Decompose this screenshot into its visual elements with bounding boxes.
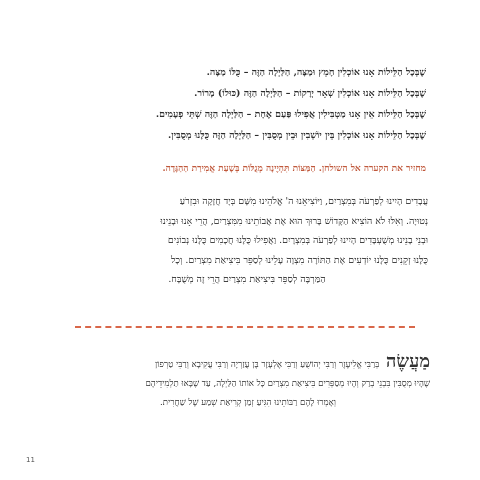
story-line: שֶׁהָיוּ מְסֻבִּין בִּבְנֵי בְרַק וְהָיוּ מְסַפְּרִים בִּיצִיאַת מִצְרַיִם כָּל אוֹתוֹ הַלַּיְלָה, עַד שֶׁבָּאוּ תַלְמִידֵיהֶם <box>145 379 430 389</box>
paragraph-line: עֲבָדִים הָיִינוּ לְפַרְעֹה בְּמִצְרַיִם, וַיּוֹצִיאֵנוּ ה' אֱלֹהֵינוּ מִשָּׁם בְּיָד חֲזָקָה וּבִזְרֹעַ <box>179 196 428 207</box>
question-lead: שֶׁבְּכָל הַלֵּילוֹת <box>377 88 426 99</box>
story-line <box>66 352 430 375</box>
maaseh-story <box>66 352 430 413</box>
paragraph-line: נְטוּיָה. וְאִלּוּ לֹא הוֹצִיא הַקָּדוֹשׁ בָּרוּךְ הוּא אֶת אֲבוֹתֵינוּ מִמִּצְרַיִם, הֲרֵי אָנוּ וּבָנֵינוּ <box>160 215 428 227</box>
question-line <box>66 83 426 104</box>
question-body: אָנוּ אוֹכְלִין שְׁאָר יְרָקוֹת – <box>282 88 378 99</box>
page-number: 11 <box>26 456 35 464</box>
paragraph-line: וּבְנֵי בָנֵינוּ מְשֻׁעְבָּדִים הָיִינוּ לְפַרְעֹה בְּמִצְרָיִם. וַאֲפִילוּ כֻּלָּנוּ חֲכָמִים כֻּלָּנוּ נְבוֹנִים <box>167 235 428 246</box>
question-emphasis: הַלַּיְלָה הַזֶּה כֻּלָּנוּ מְסֻבִּין. <box>167 130 252 141</box>
question-lead: שֶׁבְּכָל הַלֵּילוֹת <box>377 130 426 141</box>
paragraph-line: כֻּלָּנוּ זְקֵנִים כֻּלָּנוּ יוֹדְעִים אֶת הַתּוֹרָה מִצְוָה עָלֵינוּ לְסַפֵּר בִּיצִיאַת מִצְרַיִם. וְכָל <box>171 254 428 266</box>
question-line <box>66 125 426 146</box>
question-emphasis: הַלַּיְלָה הַזֶּה (כּוּלוֹ) מָרוֹר. <box>194 88 283 99</box>
story-title: מַעֲשֶׂה <box>386 351 430 372</box>
question-body: אֵין אָנוּ מַטְבִּילִין אֲפִילוּ פַּעַם אֶחָת – <box>243 109 378 120</box>
question-lead: שֶׁבְּכָל הַלֵּילוֹת <box>377 109 426 120</box>
dashed-divider <box>75 326 415 328</box>
question-line <box>66 62 426 83</box>
question-lead: שֶׁבְּכָל הַלֵּילוֹת <box>377 67 426 78</box>
story-text: בְּרַבִּי אֱלִיעֶזֶר וְרַבִּי יְהוֹשֻׁעַ וְרַבִּי אֶלְעָזָר בֶּן עֲזַרְיָה וְרַבִּי עֲקִיבָא וְרַבִּי טַרְפוֹן <box>154 360 383 370</box>
avadim-paragraph <box>66 192 428 290</box>
question-body: אָנוּ אוֹכְלִין בֵּין יוֹשְׁבִין וּבֵין מְסֻבִּין – <box>251 130 378 141</box>
story-line: וְאָמְרוּ לָהֶם רַבּוֹתֵינוּ הִגִּיעַ זְמַן קְרִיאַת שְׁמַע שֶׁל שַׁחֲרִית. <box>160 398 336 408</box>
question-body: אָנוּ אוֹכְלִין חָמֵץ וּמַצָּה, <box>290 67 378 78</box>
question-line <box>66 104 426 125</box>
question-emphasis: הַלַּיְלָה הַזֶּה – כֻּלּוֹ מַצָּה. <box>206 67 291 78</box>
four-questions <box>66 62 426 146</box>
instruction-text: מחזיר את הקערה אל השולחן. הַמַּצּוֹת תִּהְיֶינָה מְגֻלּוֹת בְּשָׁעַת אֲמִירַת הַהַגָּדָה. <box>162 164 426 174</box>
paragraph-line: הַמַּרְבֶּה לְסַפֵּר בִּיצִיאַת מִצְרַיִם הֲרֵי זֶה מְשֻׁבָּח. <box>168 274 326 285</box>
question-emphasis: הַלַּיְלָה הַזֶּה שְׁתֵּי פְעָמִים. <box>155 109 244 120</box>
